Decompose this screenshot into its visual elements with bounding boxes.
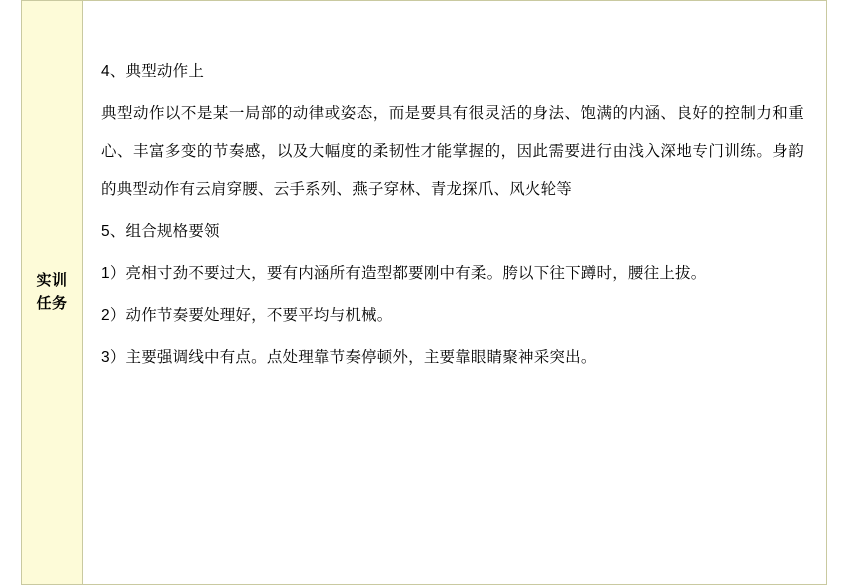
paragraph-item-3: 3）主要强调线中有点。点处理靠节奏停顿外，主要靠眼睛聚神采突出。 <box>101 348 597 366</box>
paragraph-item-2: 2）动作节奏要处理好，不要平均与机械。 <box>101 306 393 324</box>
table-row-label-line2: 任务 <box>36 294 68 312</box>
paragraph-heading-4: 4、典型动作上 <box>101 63 205 80</box>
table-content-cell <box>83 0 827 585</box>
paragraph-heading-5: 5、组合规格要领 <box>101 222 220 240</box>
table-row-label-line1: 实训 <box>36 272 68 289</box>
paragraph-item-1: 1）亮相寸劲不要过大，要有内涵所有造型都要刚中有柔。胯以下往下蹲时，腰往上拔。 <box>101 264 707 282</box>
table-row-label-cell <box>21 0 83 585</box>
content-table <box>21 0 827 585</box>
paragraph-body-typical-movements: 典型动作以不是某一局部的动律或姿态，而是要具有很灵活的身法、饱满的内涵、良好的控制力和重心、丰富多变的节奏感，以及大幅度的柔韧性才能掌握的，因此需要进行由浅入深地专门训练。身韵的典型动作有云肩穿腰、云手系列、燕子穿林、青龙探爪、风火轮等 <box>101 104 804 198</box>
table-row-label <box>36 270 67 315</box>
